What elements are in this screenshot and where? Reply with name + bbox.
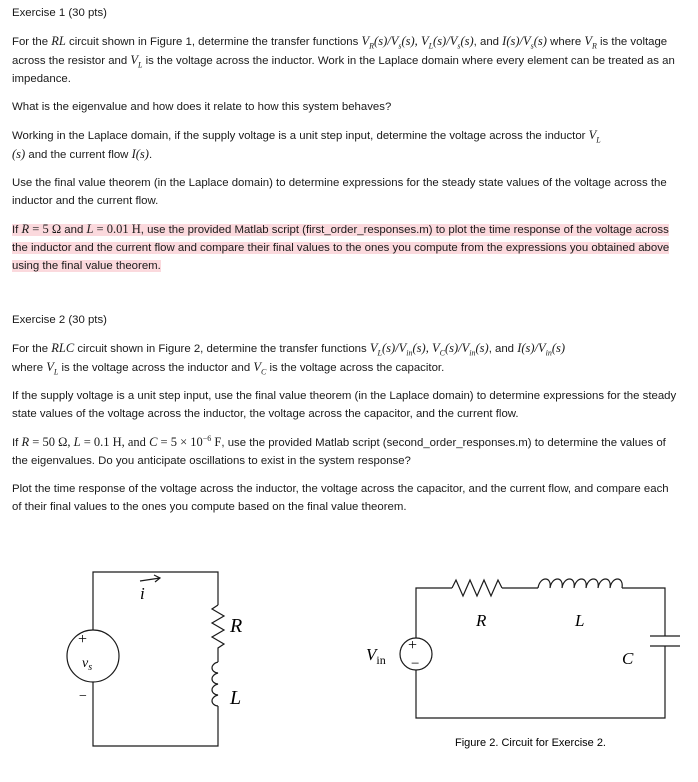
resistor-label: R [230, 615, 243, 637]
plus-sign: + [408, 637, 418, 654]
exercise-1-paragraph-3: Working in the Laplace domain, if the supply voltage is a unit step input, determine the voltage across the inductor $V_L$ (s) and the current flow I(s). [12, 128, 601, 161]
minus-sign: − [411, 656, 420, 672]
resistor-label: R [476, 611, 487, 630]
vin-label: $V_{in}$ [366, 645, 386, 667]
exercise-1-paragraph-4: Use the final value theorem (in the Laplace domain) to determine expressions for the steady state values of the voltage across the inductor and the current flow. [12, 177, 667, 207]
inductor-coil [212, 662, 218, 706]
exercise-2-title: Exercise 2 (30 pts) [12, 314, 107, 326]
figure-2-caption: Figure 2. Circuit for Exercise 2. [455, 737, 606, 749]
capacitor-label: C [622, 649, 634, 668]
exercise-2-paragraph-1: For the RLC circuit shown in Figure 2, determine the transfer functions $V_L(s)/V_{in}(s)$, $V_C(s)/V_{in}(s)$, and $I(s)/V_{in}(s)$ where $V_L$ is the voltage across the inductor and $V_C$ is the voltage across the capacitor. [12, 341, 566, 377]
resistor-zigzag [452, 580, 502, 596]
document [12, 4, 677, 526]
exercise-1-paragraph-1: For the RL circuit shown in Figure 1, determine the transfer functions $V_R(s)/V_s(s)$, $V_L(s)/V_s(s)$, and $I(s)/V_s(s)$ where $V_R$ is the voltage across the resistor and $V_L$ is the voltage across the inductor. Work in the Laplace domain where every element can be treated as an impedance. [12, 34, 675, 85]
figure-2-rlc-circuit [360, 570, 680, 760]
exercise-1-title: Exercise 1 (30 pts) [12, 7, 107, 19]
figure-1-rl-circuit [60, 560, 260, 760]
inductor-label: L [230, 687, 242, 709]
inductor-coil [538, 579, 622, 588]
exercise-2-paragraph-2: If the supply voltage is a unit step input, use the final value theorem (in the Laplace domain) to determine expressions for the steady state values of the voltage across the inductor, the voltage across the capacitor, and the current flow. [12, 390, 677, 420]
source-label: $v_s$ [82, 656, 93, 673]
exercise-1-paragraph-5-highlighted: If R = 5 Ω and L = 0.01 H, use the provided Matlab script (first_order_responses.m) to plot the time response of the voltage across the inductor and the current flow and compare their final values to the ones you compute from the expressions you obtained above using the final value theorem. [12, 222, 670, 272]
resistor-zigzag [212, 605, 224, 662]
inductor-label: L [575, 611, 585, 630]
current-label: i [140, 584, 145, 603]
exercise-2-paragraph-4: Plot the time response of the voltage across the inductor, the voltage across the capacitor, and the current flow, and compare each of their final values to the ones you compute based on the final value theorem. [12, 483, 669, 513]
exercise-2-paragraph-3: If R = 50 Ω, L = 0.1 H, and $C = 5 \times 10^{-6}$ F, use the provided Matlab script (second_order_responses.m) to determine the values of the eigenvalues. Do you anticipate oscillations to exist in the system response? [12, 433, 666, 467]
minus-sign: − [79, 689, 87, 704]
voltage-source-circle [67, 630, 119, 682]
plus-sign: + [78, 631, 88, 648]
exercise-1-paragraph-2: What is the eigenvalue and how does it relate to how this system behaves? [12, 101, 392, 113]
